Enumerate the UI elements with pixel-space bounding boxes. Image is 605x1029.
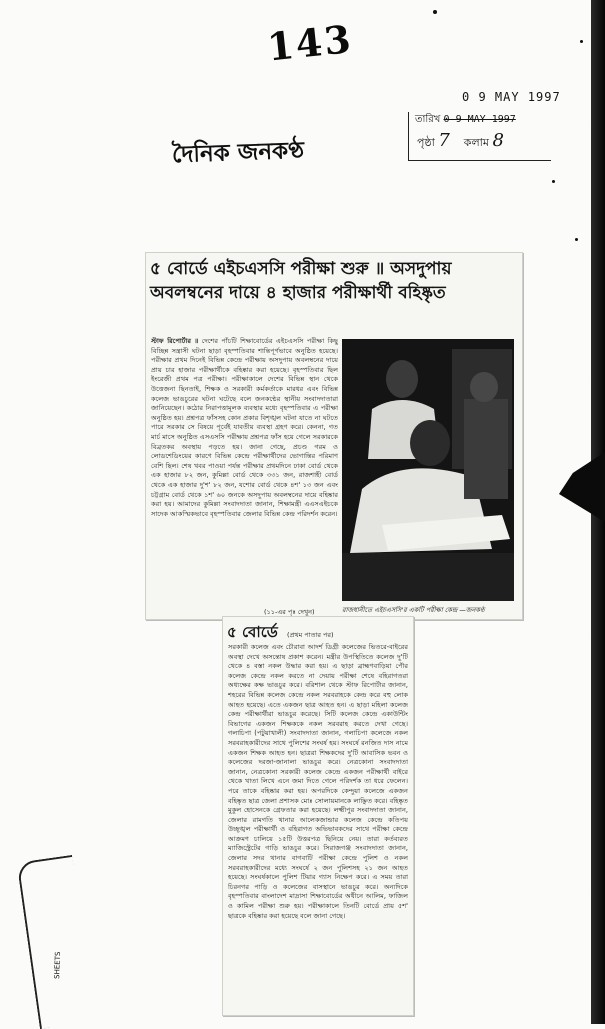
stamp-column-value: 8 — [492, 130, 504, 151]
article-body — [151, 337, 338, 601]
stamp-page-label: পৃষ্ঠা — [417, 136, 435, 149]
scan-speck — [580, 40, 583, 43]
scan-speck — [433, 10, 437, 14]
article-byline: স্টাফ রিপোর্টার ॥ — [151, 337, 199, 345]
stamp-column-label: কলাম — [463, 136, 489, 149]
scan-speck — [575, 238, 578, 241]
stamp-page-row — [417, 130, 504, 153]
stamp-date-row — [415, 112, 516, 129]
continued-note: (১১-এর পৃঃ দেখুন) — [264, 608, 315, 616]
stamp-date-repeat: 0 9 MAY 1997 — [443, 114, 516, 125]
article-clipping — [145, 252, 523, 620]
continuation-body: সরকারী কলেজ এবং চৌরাবা আদর্শ ডিগ্রী কলেজের ভিতরে-বাইরের অবস্থা দেখে অসন্তোষ প্রকাশ করেন। মন্ত্রীর উপস্থিতিতে কলেজ দু'টি থেকে ৪ বস্তা নকল উদ্ধার করা হয়। এ ছাড়া ব্রাহ্মণবাড়িয়া পৌর কলেজ কেন্দ্রে নকল করতে না দেয়ায় পরীক্ষা শেষে বহিরাগতরা অধ্যক্ষের কক্ষ ভাঙচুর করে। বরিশাল থেকে স্টাফ রিপোর্টার জানান, শহরের বিভিন্ন কলেজ কেন্দ্রে নকল সরবরাহকে কেন্দ্র করে বহু লোক আহত হয়েছে। এতে একজন ছাত্র আহত হন। এ ছাড়া মহিলা কলেজ কেন্দ্র পরীক্ষার্থীরা ভাঙচুর করেছে। সিটি কলেজ কেন্দ্রে একাউন্টিং বিভাগের একজন শিক্ষককে নকল সরবরাহ করতে দেখা গেছে। গলাচিপা (পটুয়াখালী) সংবাদদাতা জানান, গলাচিপা কলেজে নকল সরবরাহকারীদের সাথে পুলিশের সংঘর্ষ হয়। সংঘর্ষে রনজিত দাস নামে একজন শিক্ষক আহত হন। ছাত্ররা শিক্ষকদের দু'টি আবাসিক ভবন ও কলেজের দরজা-জানালা ভাঙচুর করে। নেত্রকোনা সংবাদদাতা জানান, নেত্রকোনা সরকারী কলেজ কেন্দ্রে একজন পরীক্ষার্থী বাইরে থেকে খাতা লিখে এনে জমা দিতে গেলে পরিদর্শক তা ধরে ফেলেন। পরে তাকে বহিষ্কার করা হয়। অপরদিকে কেন্দুয়া কলেজে একজন বহিষ্কৃত ছাত্র জেলা প্রশাসক মোঃ সোলায়মানকে লাঞ্ছিত করে। বহিষ্কৃত মুকুল হোসেনকে গ্রেফতার করা হয়েছে। লক্ষ্মীপুর সংবাদদাতা জানান, জেলার রামগতি থানার আলেকজান্ডার কলেজ কেন্দ্রে কতিপয় উচ্ছৃঙ্খল পরীক্ষার্থী ও বহিরাগত অভিভাবকদের সাথে পরীক্ষা কেন্দ্রে আক্রমণ চালিয়ে ১৫টি উত্তরপত্র ছিনিয়ে নেয়। তারা কর্তব্যরত ম্যাজিস্ট্রেটের গাড়ি ভাঙচুর করে। সিরাজগঞ্জ সংবাদদাতা জানান, জেলার সদর থানার বাগবাটি পরীক্ষা কেন্দ্রে পুলিশ ও নকল সরবরাহকারীদের মধ্যে সংঘর্ষে ২ জন পুলিশসহ ২১ জন আহত হয়েছে। সংঘর্ষকালে পুলিশ টিয়ার গ্যাস নিক্ষেপ করে। এ সময় তারা চিরনগর পাড়ি ও কলেজের বাসস্থানে ভাঙচুর করে। অন্যদিকে বৃহস্পতিবার বাংলাদেশ মাদ্রাসা শিক্ষাবোর্ডের অধীনে আলিম, ফাজিল ও কামিল পরীক্ষা শুরু হয়। পরীক্ষাকালে তিনটি বোর্ডে প্রায় ৫শ' ছাত্রকে বহিষ্কার করা হয়েছে বলে জানা গেছে। — [228, 643, 408, 920]
continuation-subhead: (প্রথম পাতার পর) — [287, 631, 334, 639]
scan-edge-notch — [559, 452, 605, 522]
folder-tab — [17, 855, 96, 1029]
article-headline: ৫ বোর্ডে এইচএসসি পরীক্ষা শুরু ॥ অসদুপায় অবলম্বনের দায়ে ৪ হাজার পরীক্ষার্থী বহিষ্কৃত — [150, 259, 452, 303]
newspaper-masthead: দৈনিক জনকণ্ঠ — [171, 137, 305, 169]
exam-hall-photo-image — [342, 339, 514, 601]
scan-speck — [552, 180, 555, 183]
stamp-date-label: তারিখ — [415, 114, 441, 125]
folder-tab-label: SHEETS — [53, 951, 63, 980]
photo-caption: রাজধানীতে এইচএসসি'র একটি পরীক্ষা কেন্দ্র —জনকণ্ঠ — [342, 606, 485, 614]
handwritten-file-number: 143 — [265, 15, 355, 70]
date-stamp: 0 9 MAY 1997 — [462, 90, 561, 104]
article-body-text: দেশের পাঁচটি শিক্ষাবোর্ডের এইচএসসি পরীক্ষা কিছু বিচ্ছিন্ন সন্ত্রাসী ঘটনা ছাড়া বৃহস্পতিবার শান্তিপূর্ণভাবে অনুষ্ঠিত হয়েছে। পরীক্ষার প্রথম দিনেই বিভিন্ন কেন্দ্রে পরীক্ষায় অসদুপায় অবলম্বনের দায়ে প্রায় চার হাজার পরীক্ষার্থীকে বহিষ্কার করা হয়েছে। বৃহস্পতিবার ছিল ইংরেজী প্রথম পত্র পরীক্ষা। পরীক্ষাকালে দেশের বিভিন্ন স্থান থেকে উত্তেজনা ছিনতাই, শিক্ষক ও সরকারী কর্মকর্তাকে মারধর এবং বিভিন্ন কলেজ ভাঙচুরের ঘটনা ঘটেছে বলে জনকণ্ঠের স্থানীয় সংবাদদাতারা জানিয়েছেন। কঠোর নিরাপত্তামূলক ব্যবস্থার মধ্যে বৃহস্পতিবার এ পরীক্ষা অনুষ্ঠিত হয়। প্রশ্নপত্র ফাঁসসহ কোন প্রকার বিশৃঙ্খল ঘটনা যাতে না ঘটতে পারে সরকার সে বিষয়ে পূর্বেই যাবতীয় ব্যবস্থা গ্রহণ করে। কেননা, গত মার্চ মাসে অনুষ্ঠিত এসএসসি পরীক্ষায় প্রশ্নপত্র ফাঁস হয়ে গেলে সরকারকে বিব্রতকর অবস্থায় পড়তে হয়। জানা গেছে, প্রচণ্ড গরম ও লোডশেডিংয়ের কারণে বিভিন্ন কেন্দ্রে পরীক্ষার্থীদের ভোগান্তির পরিমাণ বেশি ছিল। শেষ খবর পাওয়া পর্যন্ত পরীক্ষার প্রথমদিনে ঢাকা বোর্ড থেকে এক হাজার ৮২ জন, কুমিল্লা বোর্ড থেকে ৩৩১ জন, রাজশাহী বোর্ড থেকে এক হাজার দু'শ' ৮২ জন, যশোর বোর্ড থেকে ৪শ' ১৩ জন এবং চট্টগ্রাম বোর্ড থেকে ১শ' ৬০ জনকে অসদুপায় অবলম্বনের দায়ে বহিষ্কার করা হয়। আমাদের কুমিল্লা সংবাদদাতা জানান, শিক্ষামন্ত্রী এএসএইচকে সাদেক আকস্মিকভাবে বৃহস্পতিবার জেলার বিভিন্ন কেন্দ্র পরিদর্শন করেন। — [151, 337, 338, 518]
continuation-headline: ৫ বোর্ডে — [227, 623, 278, 641]
clipping-register-stamp — [408, 112, 551, 161]
continuation-clipping — [222, 616, 414, 1016]
exam-hall-photo — [342, 339, 514, 601]
stamp-page-value: 7 — [438, 130, 450, 151]
